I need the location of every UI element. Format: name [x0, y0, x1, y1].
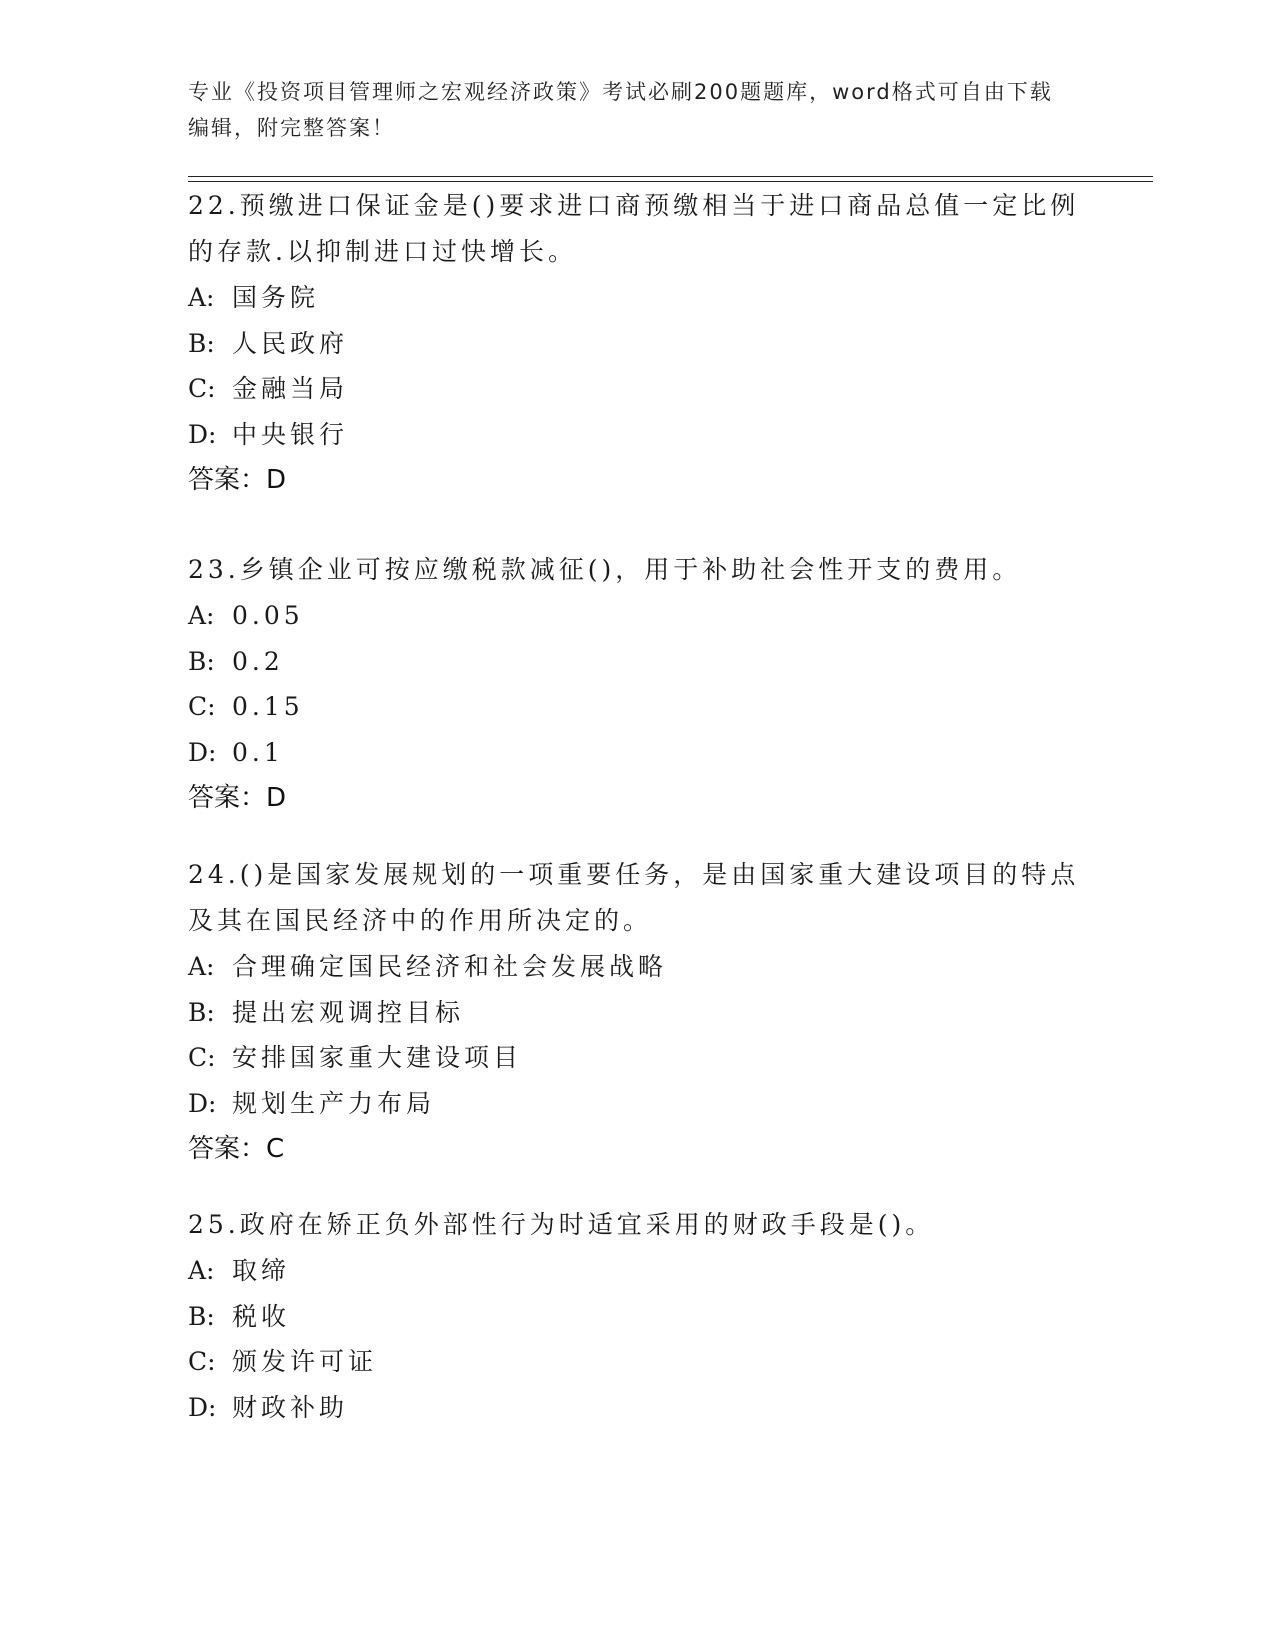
option-text: 人民政府 [232, 328, 349, 358]
question-stem: 24.()是国家发展规划的一项重要任务，是由国家重大建设项目的特点及其在国民经济中的作用所决定的。 [188, 860, 1080, 935]
option-c [188, 366, 1088, 412]
option-letter: C: [188, 374, 216, 403]
question-22 [188, 183, 1088, 503]
question-24 [188, 852, 1088, 1172]
header-divider-bottom [188, 181, 1153, 182]
option-text: 取缔 [232, 1256, 291, 1285]
option-letter: B: [188, 997, 215, 1027]
option-letter: A: [188, 601, 215, 630]
option-b [188, 639, 1088, 685]
option-text: 0.05 [232, 601, 304, 630]
option-a [188, 944, 1088, 990]
option-d [188, 412, 1088, 458]
option-a [188, 1248, 1088, 1294]
option-letter: B: [188, 646, 215, 676]
option-text: 颁发许可证 [232, 1347, 378, 1376]
option-d [188, 1081, 1088, 1127]
option-text: 安排国家重大建设项目 [232, 1043, 523, 1072]
option-c [188, 684, 1088, 730]
option-letter: D: [188, 419, 217, 449]
option-letter: A: [188, 952, 215, 981]
option-a [188, 593, 1088, 639]
option-letter: B: [188, 1301, 215, 1331]
option-letter: A: [188, 1256, 215, 1285]
option-c [188, 1339, 1088, 1385]
question-stem: 23.乡镇企业可按应缴税款减征()，用于补助社会性开支的费用。 [188, 555, 1022, 584]
option-letter: C: [188, 692, 216, 721]
option-text: 规划生产力布局 [232, 1088, 436, 1118]
option-d [188, 730, 1088, 776]
option-letter: A: [188, 283, 215, 312]
option-b [188, 1294, 1088, 1340]
option-text: 国务院 [232, 283, 320, 312]
option-c [188, 1035, 1088, 1081]
question-23 [188, 547, 1088, 821]
header-divider-top [188, 176, 1153, 177]
answer-line: 答案：C [188, 1134, 285, 1164]
option-letter: D: [188, 1392, 217, 1422]
option-letter: C: [188, 1347, 216, 1376]
option-text: 税收 [232, 1301, 291, 1331]
option-text: 财政补助 [232, 1392, 349, 1422]
option-b [188, 321, 1088, 367]
option-a [188, 275, 1088, 321]
option-text: 提出宏观调控目标 [232, 997, 465, 1027]
option-text: 0.2 [232, 646, 284, 676]
question-stem: 25.政府在矫正负外部性行为时适宜采用的财政手段是()。 [188, 1210, 935, 1239]
option-letter: D: [188, 1088, 217, 1118]
answer-line: 答案：D [188, 465, 287, 495]
option-text: 合理确定国民经济和社会发展战略 [232, 952, 668, 981]
option-letter: B: [188, 328, 215, 358]
question-stem: 22.预缴进口保证金是()要求进口商预缴相当于进口商品总值一定比例的存款.以抑制进口过快增长。 [188, 191, 1080, 266]
option-b [188, 990, 1088, 1036]
answer-line: 答案：D [188, 783, 287, 813]
option-letter: C: [188, 1043, 216, 1072]
option-text: 0.15 [232, 692, 304, 721]
option-letter: D: [188, 737, 217, 767]
document-header: 专业《投资项目管理师之宏观经济政策》考试必刷200题题库，word格式可自由下载编辑，附完整答案！ [188, 80, 1053, 140]
question-25 [188, 1202, 1088, 1430]
option-d [188, 1385, 1088, 1431]
option-text: 中央银行 [232, 419, 349, 449]
option-text: 金融当局 [232, 374, 349, 403]
option-text: 0.1 [232, 737, 284, 767]
